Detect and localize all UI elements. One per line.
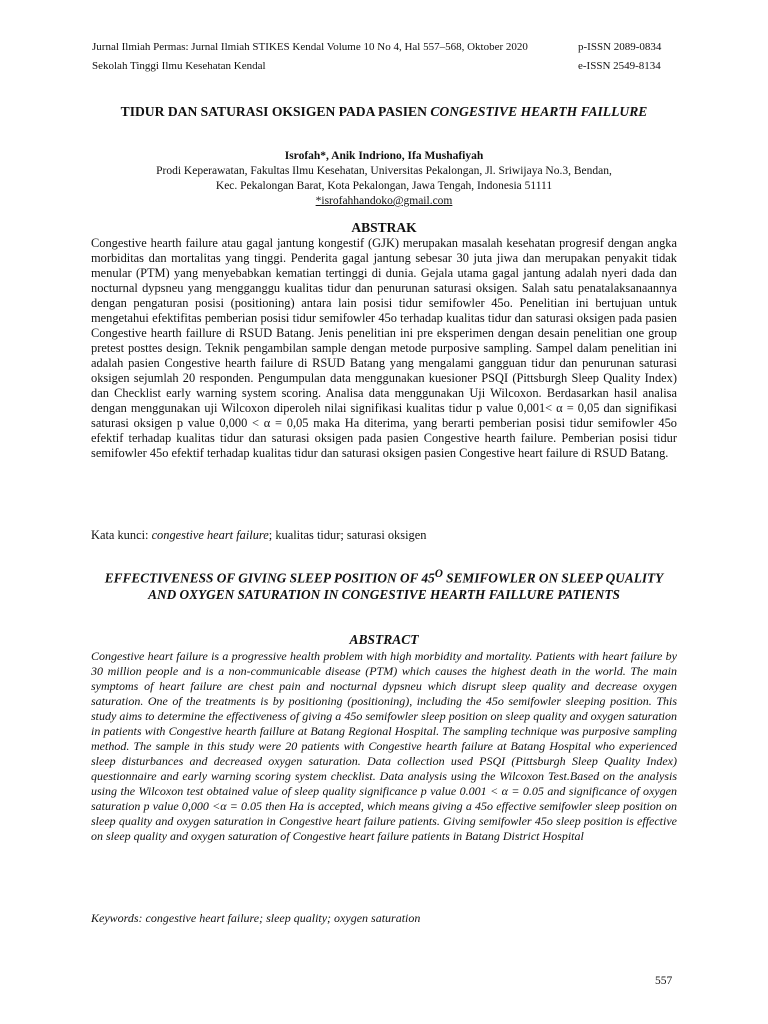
running-header-line-1 — [92, 41, 676, 53]
author-email-link[interactable]: *isrofahhandoko@gmail.com — [315, 195, 453, 207]
affiliation-line-1: Prodi Keperawatan, Fakultas Ilmu Kesehatan, Universitas Pekalongan, Jl. Sriwijaya No.3, Bendan, — [156, 165, 612, 177]
p-issn: p-ISSN 2089-0834 — [578, 41, 662, 53]
kata-kunci-rest: ; kualitas tidur; saturasi oksigen — [268, 528, 427, 542]
abstract-body: Congestive heart failure is a progressive health problem with high morbidity and mortality. Patients with heart failure by 30 million people and is a non-communicable disease (PTM) which causes the highest death in the world. The main symptoms of heart failure are chest pain and nocturnal dypsneu which disrupt sleep quality and decrease oxygen saturation. One of the treatments is by positioning (positioning), including the 45o semifowler sleeping position. This study aims to determine the effectiveness of giving a 45o semifowler sleep position on sleep quality and oxygen saturation in patients with Congestive hearth faillure at Batang Regional Hospital. The sampling technique was purposive sampling method. The sample in this study were 20 patients with Congestive hearth failure at Batang Hospital who experienced sleep disturbances and decreased oxygen saturation. Data collection used PSQI (Pittsburgh Sleep Quality Index) questionnaire and early warning scoring system checklist. Data analysis using the Wilcoxon Test.Based on the analysis using the Wilcoxon test obtained value of sleep quality significance p value 0.001 < α = 0.05 and significance of oxygen saturation p value 0,000 <α = 0.05 then Ha is accepted, which means giving a 45o effective semifowler sleep position on sleep quality and oxygen saturation in Congestive heart failure patients. Giving semifowler 45o sleep position is effective on sleep quality and oxygen saturation of Congestive heart failure patients in Batang District Hospital — [91, 649, 677, 843]
abstrak-heading: ABSTRAK — [351, 220, 417, 235]
journal-citation: Jurnal Ilmiah Permas: Jurnal Ilmiah STIKES Kendal Volume 10 No 4, Hal 557–568, Oktober 2020 — [92, 41, 528, 53]
affiliation-line-2: Kec. Pekalongan Barat, Kota Pekalongan, Jawa Tengah, Indonesia 51111 — [215, 180, 553, 192]
paper-title-indonesian — [91, 103, 677, 120]
kata-kunci-italic-term: congestive heart failure — [151, 528, 269, 542]
abstrak-body: Congestive hearth failure atau gagal jantung kongestif (GJK) merupakan masalah kesehatan progresif dengan angka morbiditas dan mortalitas yang tinggi. Penderita gagal jantung sebesar 30 juta jiwa dan merupakan penyakit tidak menular (PTM) yang menyebabkan kematian tertinggi di dunia. Gejala utama gagal jantung adalah nyeri dada dan nocturnal dypsneu yang mengganggu kualitas tidur dan penurunan saturasi oksigen. Salah satu penatalaksanaannya dengan pengaturan posisi (positioning) antara lain posisi tidur semifowler 45o. Penelitian ini bertujuan untuk mengetahui efektifitas pemberian posisi tidur semifowler 45o terhadap kualitas tidur dan saturasi oksigen pada pasien Congestive hearth faillure di RSUD Batang. Jenis penelitian ini pre eksperimen dengan desain penelitian one group pretest posttes design. Teknik pengambilan sample dengan metode purposive sampling. Sampel dalam penelitian ini adalah pasien Congestive hearth failure di RSUD Batang yang mengalami gangguan tidur dan penurunan saturasi oksigen sejumlah 20 responden. Pengumpulan data menggunakan kuesioner PSQI (Pittsburgh Sleep Quality Index) dan Checklist early warning system scoring. Analisa data menggunakan Uji Wilcoxon. Berdasarkan hasil analisa dengan menggunakan uji Wilcoxon diperoleh nilai signifikasi kualitas tidur p value 0,001< α = 0,05 dan signifikasi saturasi oksigen p value 0,000 < α = 0,05 maka Ha diterima, yang berarti pemberian posisi tidur semifowler 45o efektif terhadap kualitas tidur dan saturasi oksigen pada pasien Congestive hearth failure. Pemberian posisi tidur semifowler 45o efektif terhadap kualitas tidur dan saturasi oksigen pasien Congestive heart failure di RSUD Batang. — [91, 236, 677, 460]
title-id-italic: CONGESTIVE HEARTH FAILLURE — [430, 104, 648, 119]
page-number: 557 — [655, 975, 673, 987]
author-list: Isrofah*, Anik Indriono, Ifa Mushafiyah — [284, 150, 484, 162]
running-header-line-2 — [92, 60, 676, 72]
paper-title-english — [91, 566, 677, 603]
affiliation — [91, 164, 677, 209]
title-en-part1: EFFECTIVENESS OF GIVING SLEEP POSITION OF 45 — [104, 570, 435, 586]
title-en-part2: SEMIFOWLER ON SLEEP QUALITY AND OXYGEN SATURATION IN CONGESTIVE HEARTH FAILLURE PATIENTS — [148, 570, 664, 603]
kata-kunci-label: Kata kunci: — [91, 528, 152, 542]
title-en-superscript: O — [434, 568, 443, 580]
title-id-main: TIDUR DAN SATURASI OKSIGEN PADA PASIEN — [120, 104, 431, 119]
e-issn: e-ISSN 2549-8134 — [578, 60, 661, 72]
kata-kunci — [91, 528, 677, 543]
institution-name: Sekolah Tinggi Ilmu Kesehatan Kendal — [92, 60, 266, 72]
keywords: Keywords: congestive heart failure; sleep quality; oxygen saturation — [91, 911, 421, 925]
abstract-heading: ABSTRACT — [349, 632, 419, 647]
